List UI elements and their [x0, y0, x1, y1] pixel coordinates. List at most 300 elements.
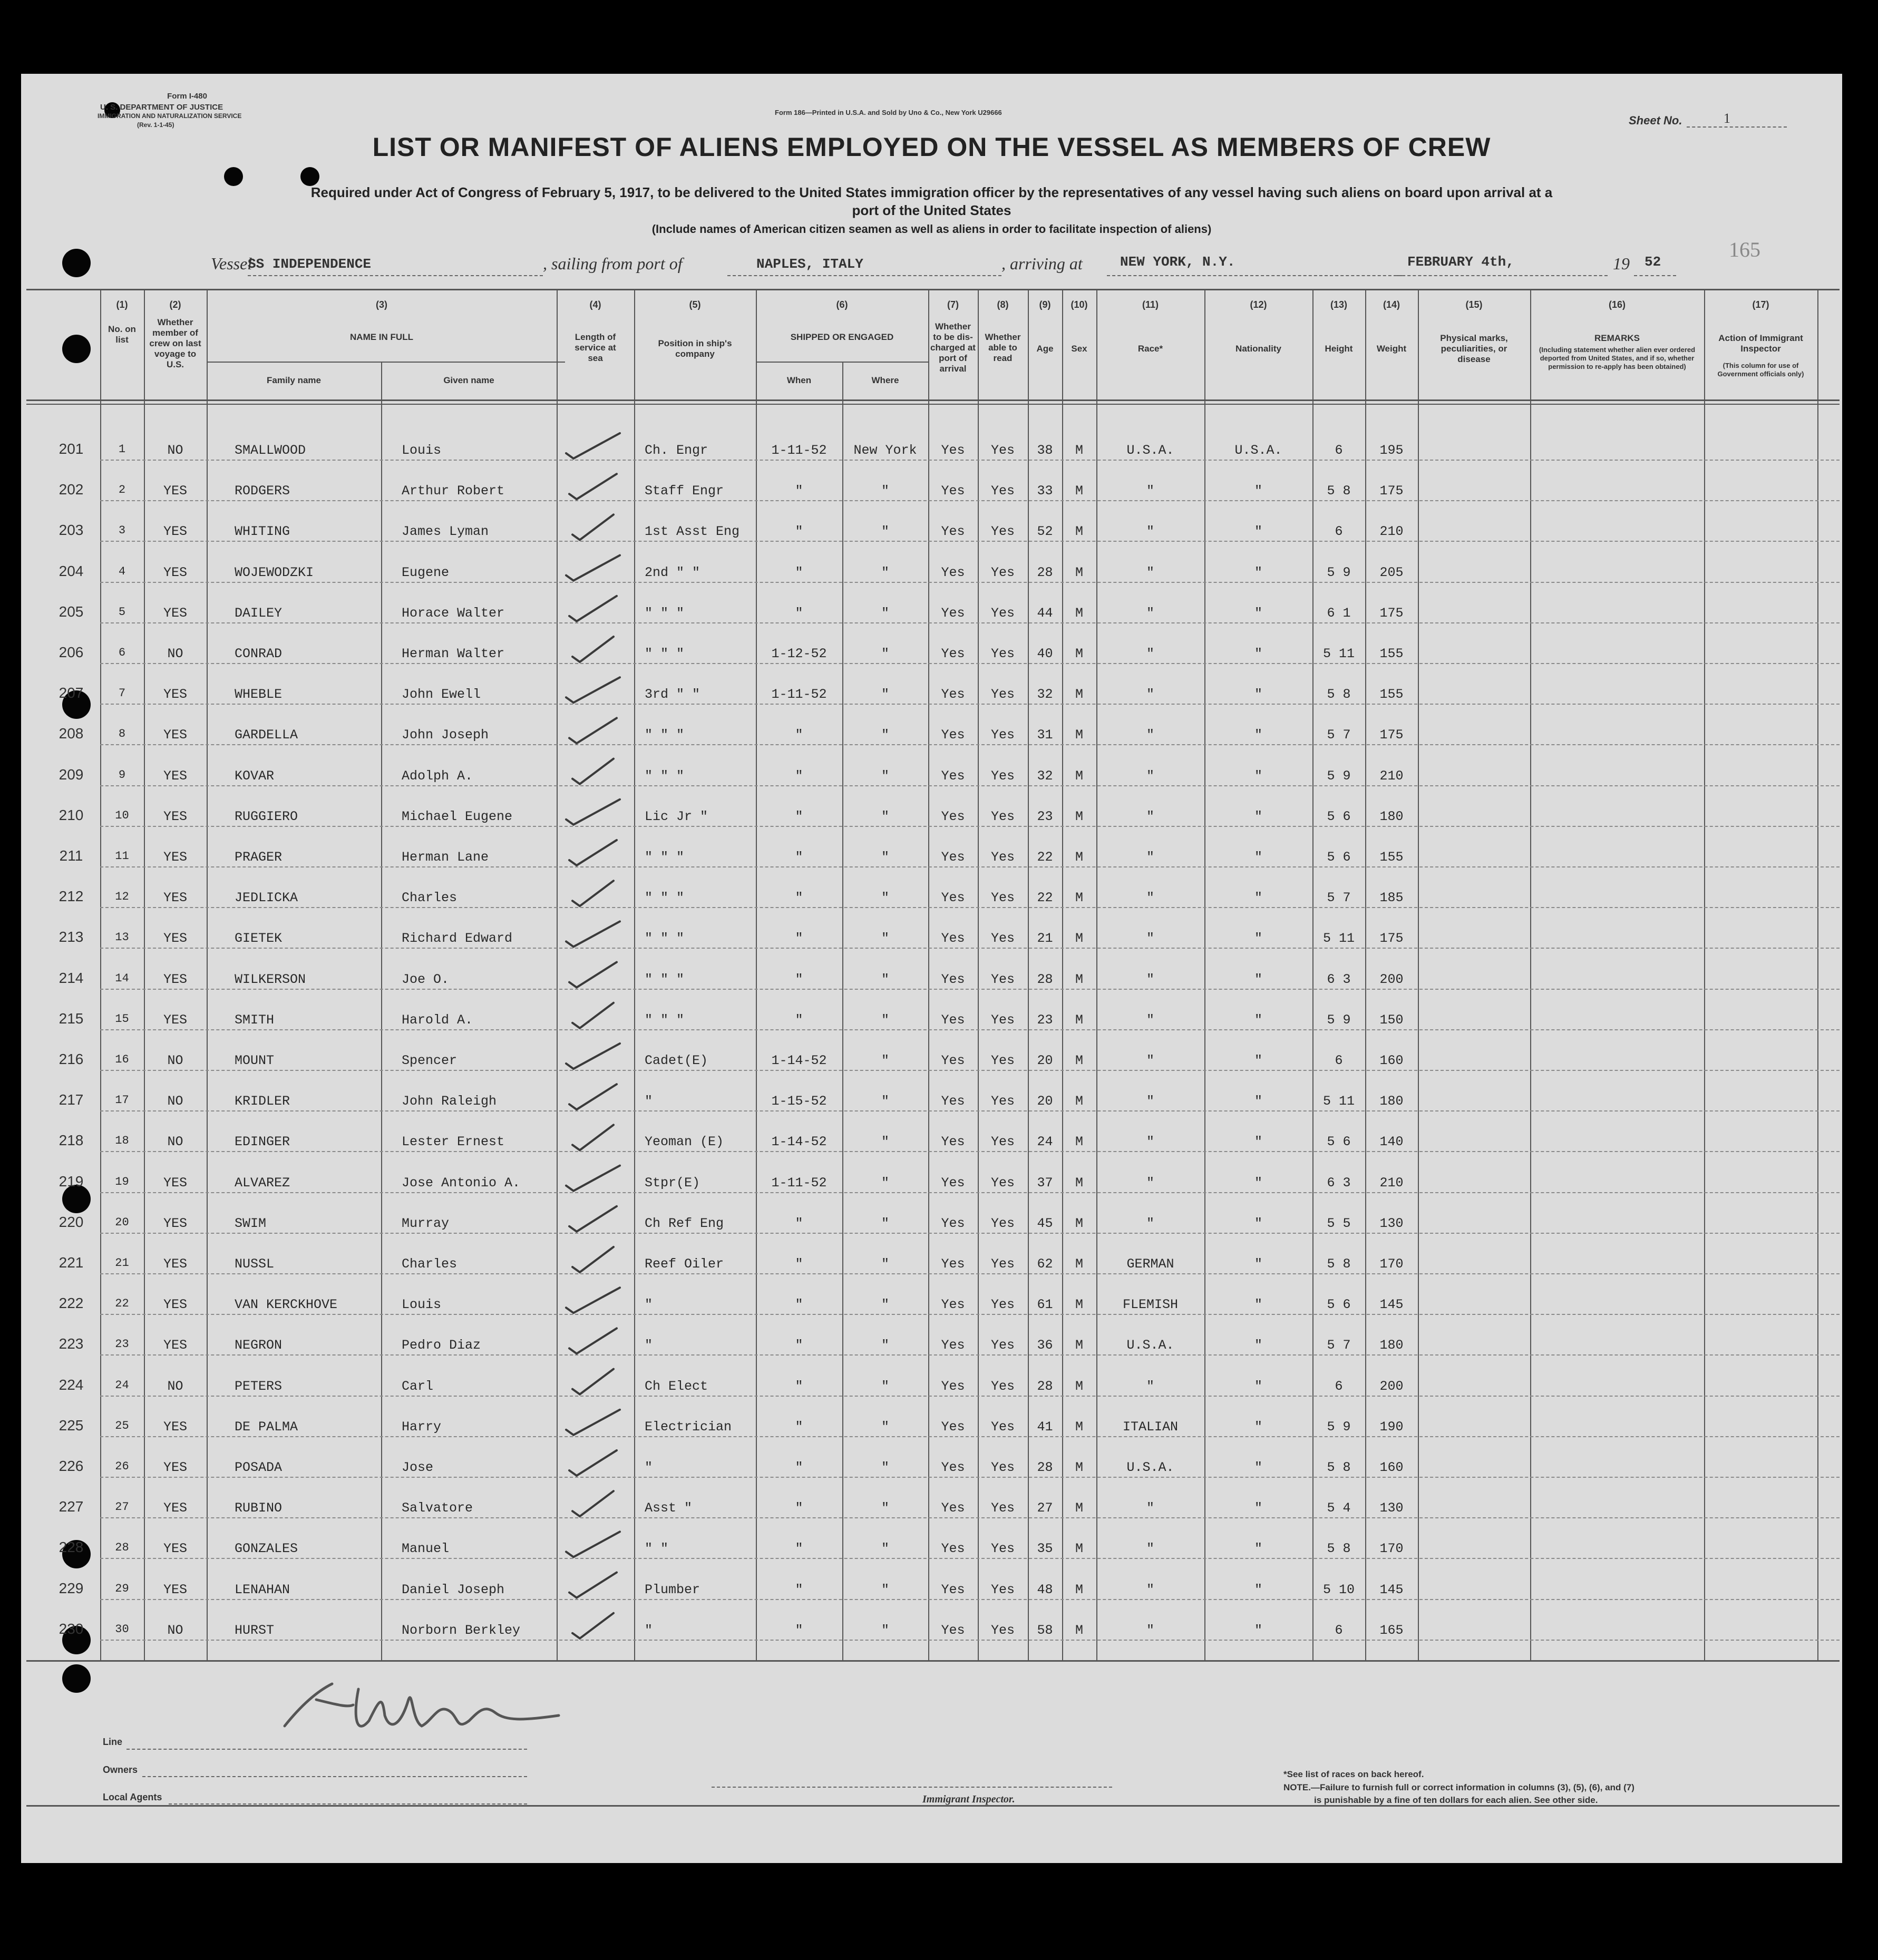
given-name: John Ewell [402, 687, 481, 702]
given-name: Horace Walter [402, 606, 505, 621]
col17-header: Action of Immigrant Inspector [1718, 333, 1803, 354]
row-rule [100, 1314, 1840, 1315]
nationality: " [1254, 1134, 1262, 1149]
age: 28 [1037, 1460, 1053, 1475]
shipped-where: " [881, 687, 889, 702]
nationality: " [1254, 1338, 1262, 1353]
prev-voyage: YES [163, 972, 187, 987]
shipped-when: " [795, 1216, 803, 1231]
shipped-where: " [881, 890, 889, 905]
check-mark [566, 799, 620, 825]
height: 5 11 [1322, 1094, 1355, 1109]
height: 5 7 [1327, 890, 1351, 905]
height: 5 9 [1327, 565, 1351, 580]
row-rule [100, 704, 1840, 705]
race: " [1146, 1175, 1154, 1191]
height: 5 6 [1327, 809, 1351, 824]
row-rule [100, 907, 1840, 908]
sex: M [1075, 646, 1083, 661]
race: " [1146, 850, 1154, 865]
position: " " " [645, 768, 685, 784]
col6-when-header: When [786, 375, 812, 385]
height: 5 6 [1327, 850, 1351, 865]
shipped-where: " [881, 606, 889, 621]
prev-voyage: YES [163, 890, 187, 905]
col12-header: Nationality [1235, 344, 1281, 354]
shipped-when: " [795, 809, 803, 824]
row-number: 29 [115, 1582, 129, 1595]
form-number: Form I-480 [167, 92, 207, 101]
height: 6 1 [1327, 606, 1351, 621]
row-rule [100, 663, 1840, 664]
sex: M [1075, 768, 1083, 784]
discharged: Yes [941, 931, 965, 946]
row-number: 15 [115, 1012, 129, 1026]
col-rule [1704, 289, 1705, 1661]
sex: M [1075, 606, 1083, 621]
arriving-underline [1107, 275, 1402, 276]
weight: 155 [1379, 646, 1404, 661]
prev-voyage: YES [163, 1460, 187, 1475]
weight: 175 [1379, 931, 1404, 946]
race: " [1146, 972, 1154, 987]
sex: M [1075, 1175, 1083, 1191]
shipped-where: " [881, 1623, 889, 1638]
race: " [1146, 1582, 1154, 1597]
position: Ch Elect [645, 1379, 708, 1394]
row-rule [100, 1558, 1840, 1559]
col6-where-header: Where [871, 375, 899, 385]
page-line-number: 207 [59, 685, 84, 701]
height: 5 8 [1327, 1256, 1351, 1272]
check-mark [566, 1166, 620, 1191]
age: 27 [1037, 1500, 1053, 1516]
discharged: Yes [941, 646, 965, 661]
weight: 160 [1379, 1460, 1404, 1475]
prev-voyage: YES [163, 1256, 187, 1272]
check-mark [572, 881, 614, 906]
position: " [645, 1623, 653, 1638]
nationality: " [1254, 565, 1262, 580]
col9-header: Age [1036, 344, 1054, 354]
sex: M [1075, 1460, 1083, 1475]
punch-hole [224, 167, 243, 186]
family-name: VAN KERCKHOVE [235, 1297, 338, 1312]
prev-voyage: YES [163, 1297, 187, 1312]
age: 23 [1037, 1012, 1053, 1028]
height: 5 8 [1327, 1541, 1351, 1556]
family-name: SMALLWOOD [235, 443, 306, 458]
position: " " [645, 1541, 669, 1556]
row-rule [100, 1029, 1840, 1030]
page-line-number: 222 [59, 1295, 84, 1311]
page-line-number: 220 [59, 1214, 84, 1230]
include-note: (Include names of American citizen seamen as well as aliens in order to facilitate inspection of aliens) [651, 222, 1212, 236]
discharged: Yes [941, 1175, 965, 1191]
discharged: Yes [941, 1541, 965, 1556]
race: " [1146, 727, 1154, 743]
service-check-marks [557, 404, 636, 1663]
shipped-when: " [795, 606, 803, 621]
race: " [1146, 1012, 1154, 1028]
able-to-read: Yes [990, 850, 1015, 865]
col16-subheader: (Including statement whether alien ever ordered deported from United States, and if so, whether permission to re-apply has been obtained) [1539, 346, 1696, 370]
col8-number: (8) [997, 299, 1009, 310]
discharged: Yes [941, 1216, 965, 1231]
height: 5 9 [1327, 1012, 1351, 1028]
col-rule [381, 362, 382, 1661]
shipped-when: " [795, 972, 803, 987]
shipped-when: " [795, 850, 803, 865]
col-rule [1817, 289, 1818, 1661]
able-to-read: Yes [990, 1094, 1015, 1109]
check-mark [569, 718, 617, 743]
punch-hole [62, 335, 91, 363]
page-line-number: 228 [59, 1539, 84, 1555]
position: Asst " [645, 1500, 693, 1516]
col-rule [1418, 289, 1419, 1661]
page-line-number: 216 [59, 1051, 84, 1067]
discharged: Yes [941, 524, 965, 539]
col10-number: (10) [1071, 299, 1088, 310]
age: 48 [1037, 1582, 1053, 1597]
able-to-read: Yes [990, 646, 1015, 661]
prev-voyage: NO [167, 646, 183, 661]
arrival-date: FEBRUARY 4th, [1407, 254, 1514, 270]
year-prefix: 19 [1613, 254, 1630, 273]
position: Stpr(E) [645, 1175, 700, 1191]
check-mark [572, 1491, 614, 1516]
able-to-read: Yes [990, 1338, 1015, 1353]
position: 2nd " " [645, 565, 700, 580]
shipped-when: 1-11-52 [771, 443, 827, 458]
nationality: " [1254, 1460, 1262, 1475]
race: " [1146, 1379, 1154, 1394]
family-name: RUGGIERO [235, 809, 298, 824]
given-name: Richard Edward [402, 931, 513, 946]
race: ITALIAN [1122, 1419, 1179, 1435]
age: 38 [1037, 443, 1053, 458]
shipped-when: " [795, 1460, 803, 1475]
family-name: PRAGER [235, 850, 283, 865]
height: 6 [1335, 443, 1343, 458]
check-mark [569, 962, 617, 988]
col17-number: (17) [1752, 299, 1769, 310]
arriving-port: NEW YORK, N.Y. [1120, 254, 1235, 270]
row-rule [100, 1477, 1840, 1478]
prev-voyage: YES [163, 1541, 187, 1556]
row-number: 26 [115, 1460, 129, 1473]
weight: 150 [1379, 1012, 1404, 1028]
age: 28 [1037, 1379, 1053, 1394]
page-line-number: 215 [59, 1010, 84, 1027]
given-name: Herman Lane [402, 850, 489, 865]
sex: M [1075, 1012, 1083, 1028]
page-line-number: 230 [59, 1621, 84, 1637]
shipped-where: " [881, 524, 889, 539]
page-line-number: 210 [59, 807, 84, 823]
col13-header: Height [1325, 344, 1353, 354]
row-number: 24 [115, 1379, 129, 1392]
check-mark [569, 840, 617, 865]
row-number: 20 [115, 1216, 129, 1229]
shipped-where: " [881, 1541, 889, 1556]
weight: 165 [1379, 1623, 1404, 1638]
shipped-when: " [795, 1012, 803, 1028]
prev-voyage: YES [163, 687, 187, 702]
shipped-when: " [795, 1500, 803, 1516]
printer-line: Form 186—Printed in U.S.A. and Sold by Uno & Co., New York U29666 [775, 109, 1002, 116]
check-mark [572, 1125, 614, 1150]
row-rule [100, 541, 1840, 542]
check-mark [566, 921, 620, 947]
sex: M [1075, 565, 1083, 580]
race: " [1146, 890, 1154, 905]
sheet-number: 1 [1724, 111, 1730, 126]
able-to-read: Yes [990, 1541, 1015, 1556]
row-rule [100, 1273, 1840, 1274]
nationality: " [1254, 727, 1262, 743]
row-rule [100, 948, 1840, 949]
sex: M [1075, 1094, 1083, 1109]
shipped-when: " [795, 565, 803, 580]
fine-note-2: is punishable by a fine of ten dollars for each alien. See other side. [1314, 1795, 1598, 1805]
check-mark [569, 1084, 617, 1109]
age: 20 [1037, 1053, 1053, 1068]
age: 61 [1037, 1297, 1053, 1312]
col2-header: Whether member of crew on last voyage to U.S. [149, 317, 201, 369]
able-to-read: Yes [990, 727, 1015, 743]
height: 6 3 [1327, 1175, 1351, 1191]
race: U.S.A. [1126, 1338, 1174, 1353]
vessel-name: SS INDEPENDENCE [248, 256, 372, 272]
table-top-rule [26, 289, 1840, 290]
prev-voyage: YES [163, 565, 187, 580]
page-line-number: 211 [59, 847, 83, 864]
row-number: 13 [115, 931, 129, 944]
given-name: Pedro Diaz [402, 1338, 481, 1353]
row-rule [100, 1517, 1840, 1518]
row-rule [100, 826, 1840, 827]
height: 5 9 [1327, 1419, 1351, 1435]
col16-header: REMARKS [1594, 333, 1640, 343]
able-to-read: Yes [990, 483, 1015, 499]
discharged: Yes [941, 1379, 965, 1394]
check-mark [572, 1613, 614, 1639]
nationality: " [1254, 768, 1262, 784]
weight: 175 [1379, 483, 1404, 499]
discharged: Yes [941, 565, 965, 580]
given-name: Murray [402, 1216, 450, 1231]
nationality: " [1254, 1175, 1262, 1191]
able-to-read: Yes [990, 809, 1015, 824]
shipped-when: " [795, 727, 803, 743]
discharged: Yes [941, 1094, 965, 1109]
family-name: ALVAREZ [235, 1175, 290, 1191]
sex: M [1075, 1541, 1083, 1556]
race: " [1146, 1541, 1154, 1556]
shipped-where: " [881, 1094, 889, 1109]
position: " [645, 1297, 653, 1312]
height: 5 8 [1327, 483, 1351, 499]
page-line-number: 219 [59, 1173, 84, 1189]
prev-voyage: YES [163, 483, 187, 499]
discharged: Yes [941, 1012, 965, 1028]
height: 5 5 [1327, 1216, 1351, 1231]
race: " [1146, 1053, 1154, 1068]
race: GERMAN [1126, 1256, 1174, 1272]
shipped-when: " [795, 890, 803, 905]
col-rule [1530, 289, 1531, 1661]
able-to-read: Yes [990, 606, 1015, 621]
col11-header: Race* [1137, 344, 1163, 354]
position: " " " [645, 850, 685, 865]
col12-number: (12) [1250, 299, 1267, 310]
age: 22 [1037, 890, 1053, 905]
family-name: NEGRON [235, 1338, 283, 1353]
inspector-signature [274, 1668, 569, 1747]
discharged: Yes [941, 687, 965, 702]
shipped-where: " [881, 1297, 889, 1312]
position: Ch. Engr [645, 443, 708, 458]
weight: 190 [1379, 1419, 1404, 1435]
age: 52 [1037, 524, 1053, 539]
shipped-when: 1-11-52 [771, 687, 827, 702]
row-number: 2 [118, 483, 126, 496]
col4-header: Length of service at sea [575, 332, 616, 363]
col2-number: (2) [169, 299, 181, 310]
able-to-read: Yes [990, 524, 1015, 539]
race: " [1146, 687, 1154, 702]
sailing-label: , sailing from port of [543, 254, 683, 273]
nationality: " [1254, 972, 1262, 987]
family-name: RODGERS [235, 483, 290, 499]
discharged: Yes [941, 1419, 965, 1435]
weight: 210 [1379, 524, 1404, 539]
fine-note-1: NOTE.—Failure to furnish full or correct information in columns (3), (5), (6), and (7) [1283, 1782, 1634, 1792]
col5-header: Position in ship's company [658, 338, 732, 359]
row-number: 16 [115, 1053, 129, 1066]
shipped-where: " [881, 1379, 889, 1394]
check-mark [569, 1450, 617, 1476]
row-number: 30 [115, 1623, 129, 1636]
weight: 130 [1379, 1216, 1404, 1231]
shipped-where: " [881, 1338, 889, 1353]
age: 28 [1037, 972, 1053, 987]
height: 6 [1335, 1379, 1343, 1394]
row-number: 12 [115, 890, 129, 903]
races-note: *See list of races on back hereof. [1283, 1769, 1424, 1779]
age: 40 [1037, 646, 1053, 661]
family-name: WHITING [235, 524, 290, 539]
check-mark [572, 637, 614, 662]
discharged: Yes [941, 1460, 965, 1475]
shipped-when: " [795, 483, 803, 499]
page-line-number: 224 [59, 1377, 84, 1393]
race: " [1146, 1500, 1154, 1516]
col3-header: NAME IN FULL [350, 332, 413, 342]
nationality: " [1254, 524, 1262, 539]
position: " " " [645, 646, 685, 661]
check-mark [572, 1369, 614, 1395]
weight: 180 [1379, 1094, 1404, 1109]
race: " [1146, 1134, 1154, 1149]
age: 32 [1037, 687, 1053, 702]
sex: M [1075, 1297, 1083, 1312]
weight: 170 [1379, 1256, 1404, 1272]
shipped-where: " [881, 727, 889, 743]
family-name: DE PALMA [235, 1419, 298, 1435]
weight: 180 [1379, 1338, 1404, 1353]
discharged: Yes [941, 809, 965, 824]
family-name: NUSSL [235, 1256, 275, 1272]
arrival-year: 52 [1645, 254, 1661, 270]
nationality: " [1254, 1256, 1262, 1272]
position: " [645, 1338, 653, 1353]
shipped-when: " [795, 931, 803, 946]
shipped-where: " [881, 1012, 889, 1028]
sailing-port: NAPLES, ITALY [756, 256, 863, 272]
age: 62 [1037, 1256, 1053, 1272]
row-number: 6 [118, 646, 126, 659]
vessel-label: Vessel [211, 254, 252, 273]
row-number: 17 [115, 1094, 129, 1107]
discharged: Yes [941, 1623, 965, 1638]
prev-voyage: YES [163, 727, 187, 743]
name-subheader-rule [207, 362, 565, 363]
shipped-when: " [795, 1541, 803, 1556]
shipped-where: " [881, 768, 889, 784]
race: " [1146, 1623, 1154, 1638]
row-number: 9 [118, 768, 126, 782]
inspector-underline [712, 1787, 1112, 1788]
able-to-read: Yes [990, 565, 1015, 580]
height: 6 [1335, 1053, 1343, 1068]
discharged: Yes [941, 1582, 965, 1597]
check-mark [566, 1410, 620, 1435]
shipped-when: " [795, 1419, 803, 1435]
weight: 145 [1379, 1582, 1404, 1597]
discharged: Yes [941, 850, 965, 865]
sex: M [1075, 890, 1083, 905]
check-mark [569, 596, 617, 621]
col9-number: (9) [1039, 299, 1051, 310]
check-mark [566, 555, 620, 581]
shipped-when: 1-12-52 [771, 646, 827, 661]
able-to-read: Yes [990, 1500, 1015, 1516]
punch-hole [300, 167, 319, 186]
height: 5 7 [1327, 1338, 1351, 1353]
row-number: 8 [118, 727, 126, 740]
height: 5 7 [1327, 727, 1351, 743]
weight: 130 [1379, 1500, 1404, 1516]
nationality: " [1254, 890, 1262, 905]
weight: 155 [1379, 850, 1404, 865]
row-number: 1 [118, 443, 126, 456]
discharged: Yes [941, 1134, 965, 1149]
family-name: SWIM [235, 1216, 267, 1231]
page-line-number: 227 [59, 1498, 84, 1515]
sex: M [1075, 1500, 1083, 1516]
page-line-number: 223 [59, 1335, 84, 1352]
able-to-read: Yes [990, 972, 1015, 987]
height: 5 11 [1322, 646, 1355, 661]
weight: 175 [1379, 606, 1404, 621]
row-rule [100, 1070, 1840, 1071]
weight: 200 [1379, 1379, 1404, 1394]
able-to-read: Yes [990, 890, 1015, 905]
page-line-number: 201 [59, 441, 84, 457]
